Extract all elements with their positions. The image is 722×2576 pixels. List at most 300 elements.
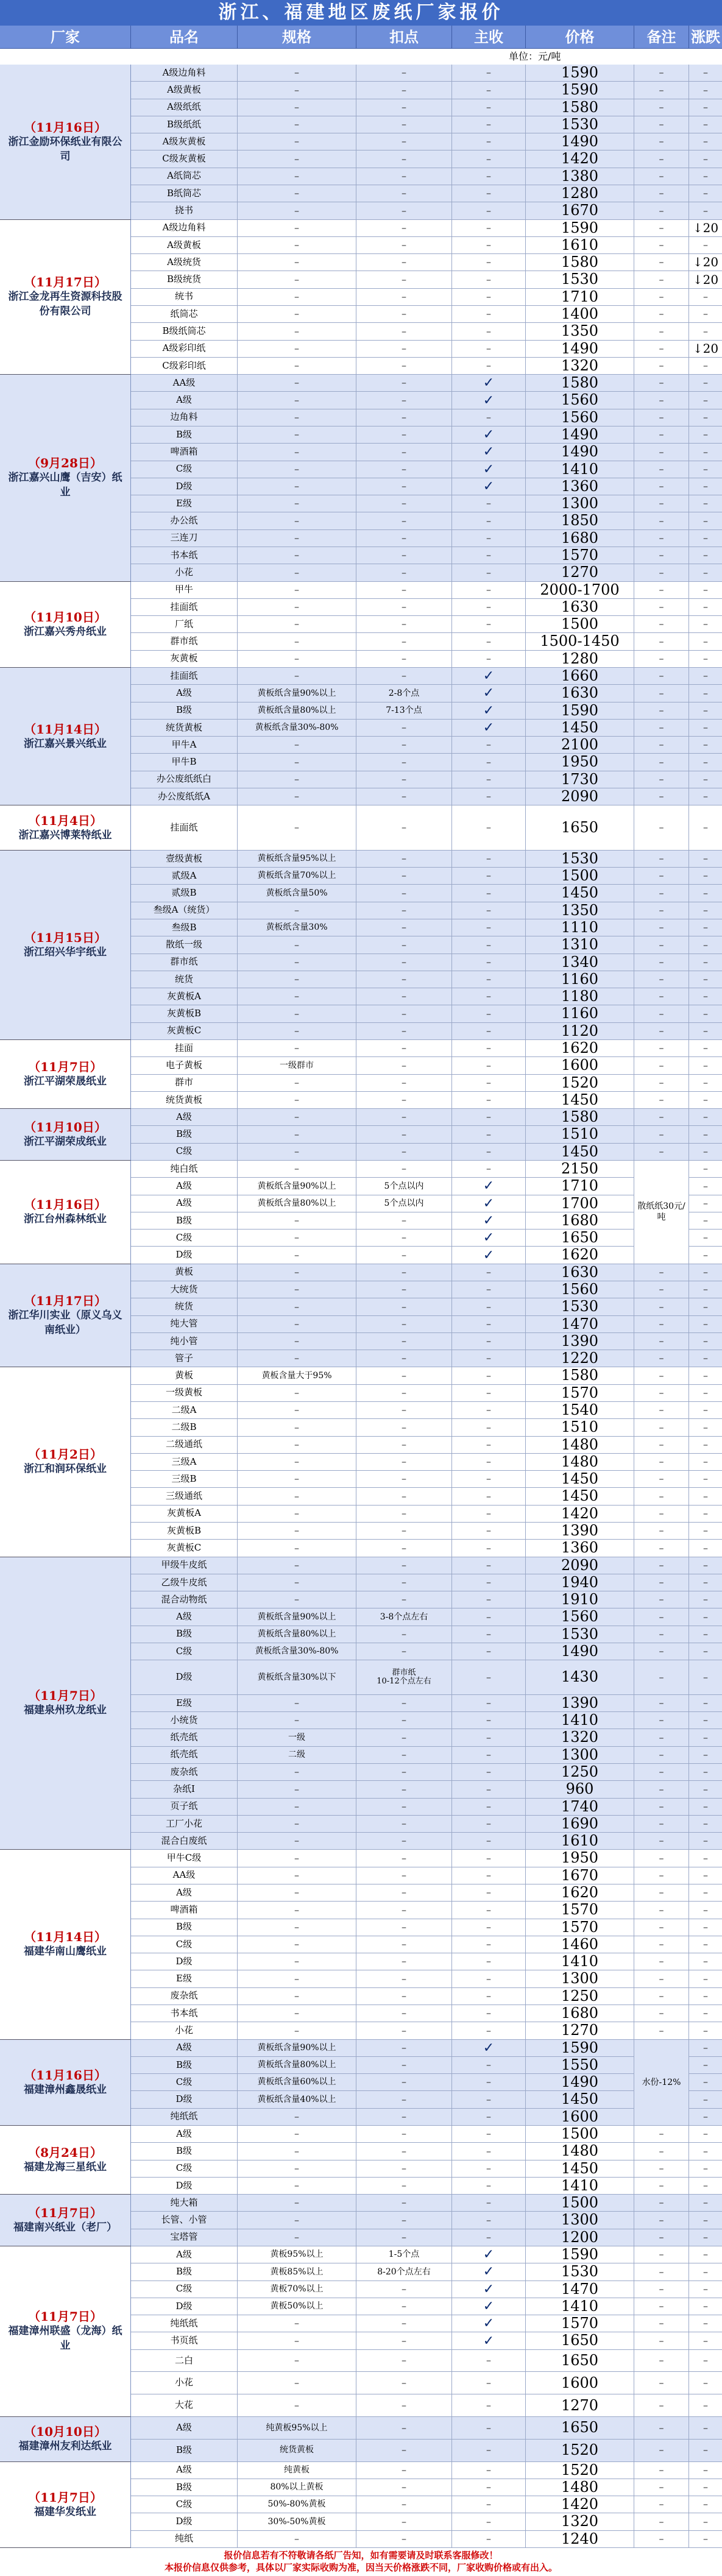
price-value: 1240 bbox=[526, 2531, 634, 2547]
check-icon: ✓ bbox=[452, 444, 526, 460]
change-value: – bbox=[703, 1024, 708, 1036]
note-value: – bbox=[634, 2229, 689, 2246]
spec-value: – bbox=[238, 1471, 356, 1487]
change-value: – bbox=[703, 2515, 708, 2527]
main-value: – bbox=[452, 1799, 526, 1815]
table-row bbox=[131, 936, 722, 954]
price-value: 1430 bbox=[526, 1660, 634, 1694]
deduct-value: – bbox=[356, 1402, 452, 1418]
main-value: – bbox=[452, 271, 526, 288]
note-value: – bbox=[634, 168, 689, 185]
deduct-value: – bbox=[356, 202, 452, 219]
change-value: – bbox=[703, 738, 708, 751]
deduct-value: – bbox=[356, 495, 452, 512]
price-value: 1740 bbox=[526, 1799, 634, 1815]
note-value: – bbox=[634, 392, 689, 408]
deduct-value: – bbox=[356, 1385, 452, 1401]
price-value: 1380 bbox=[526, 168, 634, 185]
main-value: – bbox=[452, 1764, 526, 1780]
table-row bbox=[131, 788, 722, 805]
change-value: – bbox=[703, 497, 708, 509]
product-name: C级灰黄板 bbox=[131, 150, 238, 167]
deduct-value: – bbox=[356, 478, 452, 495]
deduct-value: – bbox=[356, 1850, 452, 1866]
company-info bbox=[24, 1688, 107, 1718]
product-name: C级 bbox=[131, 1936, 238, 1953]
price-value: 1650 bbox=[526, 805, 634, 850]
table-row bbox=[131, 168, 722, 185]
note-value: – bbox=[634, 1799, 689, 1815]
main-value: – bbox=[452, 2440, 526, 2461]
deduct-value: – bbox=[356, 2332, 452, 2349]
deduct-value: – bbox=[356, 99, 452, 116]
change-value: – bbox=[703, 531, 708, 543]
check-icon: ✓ bbox=[452, 478, 526, 495]
company-date: （11月15日） bbox=[24, 930, 107, 945]
main-value: – bbox=[452, 2462, 526, 2479]
table-row bbox=[131, 885, 722, 902]
company-cell bbox=[0, 2246, 131, 2417]
change-value: – bbox=[703, 1559, 708, 1571]
deduct-value: – bbox=[356, 2462, 452, 2479]
change-value: – bbox=[703, 239, 708, 251]
price-value: 1950 bbox=[526, 754, 634, 770]
product-name: C级 bbox=[131, 461, 238, 478]
price-value: 1570 bbox=[526, 2315, 634, 2332]
main-value: – bbox=[452, 1040, 526, 1056]
change-value: – bbox=[703, 1697, 708, 1709]
table-row bbox=[131, 116, 722, 133]
deduct-value: – bbox=[356, 1247, 452, 1263]
deduct-value: – bbox=[356, 2160, 452, 2177]
company-date: （11月16日） bbox=[24, 119, 107, 135]
spec-value: 黄板纸含量30% bbox=[238, 919, 356, 936]
table-row bbox=[131, 495, 722, 512]
spec-value: – bbox=[238, 2195, 356, 2211]
table-row bbox=[131, 1126, 722, 1143]
main-value: – bbox=[452, 358, 526, 374]
main-value: – bbox=[452, 919, 526, 936]
table-row bbox=[131, 2160, 722, 2178]
deduct-value: – bbox=[356, 2229, 452, 2246]
price-value: 1530 bbox=[526, 1298, 634, 1315]
company-name: 福建华南山鹰纸业 bbox=[24, 1945, 107, 1958]
table-row bbox=[131, 99, 722, 116]
deduct-value: – bbox=[356, 582, 452, 598]
company-name: 浙江绍兴华宇纸业 bbox=[24, 946, 107, 958]
price-value: 1350 bbox=[526, 902, 634, 919]
table-row bbox=[131, 375, 722, 392]
spec-value: – bbox=[238, 1264, 356, 1281]
spec-value: – bbox=[238, 495, 356, 512]
deduct-value: – bbox=[356, 82, 452, 98]
price-value: 1490 bbox=[526, 2074, 634, 2090]
main-value: – bbox=[452, 599, 526, 615]
company-date: （11月17日） bbox=[24, 275, 107, 290]
price-value: 1570 bbox=[526, 1385, 634, 1401]
spec-value: 纯黄板 bbox=[238, 2462, 356, 2479]
change-value: – bbox=[703, 1007, 708, 1019]
main-value: – bbox=[452, 2479, 526, 2496]
product-name: 二级B bbox=[131, 1419, 238, 1435]
group-note: 散纸纸30元/吨 bbox=[634, 1161, 689, 1264]
price-value: 1450 bbox=[526, 2160, 634, 2177]
change-value: – bbox=[703, 325, 708, 337]
change-value: – bbox=[703, 1369, 708, 1381]
product-name: 壹级黄板 bbox=[131, 851, 238, 867]
note-value: – bbox=[634, 358, 689, 374]
table-row bbox=[131, 1471, 722, 1488]
price-value: 1480 bbox=[526, 2143, 634, 2159]
price-value: 1490 bbox=[526, 426, 634, 443]
change-value: – bbox=[703, 1783, 708, 1795]
spec-value: 黄板纸含量70%以上 bbox=[238, 868, 356, 884]
note-value: – bbox=[634, 1643, 689, 1660]
change-value: – bbox=[703, 2444, 708, 2456]
product-name: 工厂小花 bbox=[131, 1816, 238, 1832]
deduct-value: – bbox=[356, 1781, 452, 1797]
note-value: – bbox=[634, 954, 689, 971]
change-value: – bbox=[703, 187, 708, 199]
price-value: 1500-1450 bbox=[526, 633, 634, 649]
product-name: 二级A bbox=[131, 1402, 238, 1418]
note-value: – bbox=[634, 1126, 689, 1142]
table-row bbox=[131, 2531, 722, 2548]
price-value: 1850 bbox=[526, 512, 634, 529]
change-value: – bbox=[703, 869, 708, 882]
company-date: （11月16日） bbox=[24, 1197, 107, 1212]
main-value: – bbox=[452, 851, 526, 867]
table-row bbox=[131, 2109, 722, 2126]
note-value: – bbox=[634, 2462, 689, 2479]
spec-value: – bbox=[238, 2005, 356, 2022]
note-value: – bbox=[634, 271, 689, 288]
table-row bbox=[131, 771, 722, 788]
table-row bbox=[131, 2496, 722, 2513]
spec-value: – bbox=[238, 1523, 356, 1539]
note-value: – bbox=[634, 2195, 689, 2211]
company-date: （11月14日） bbox=[24, 721, 107, 737]
product-name: A级 bbox=[131, 1178, 238, 1194]
spec-value: 黄板纸含量50% bbox=[238, 885, 356, 901]
spec-value: – bbox=[238, 1005, 356, 1022]
note-value: – bbox=[634, 1816, 689, 1832]
table-row bbox=[131, 2263, 722, 2281]
change-value: – bbox=[703, 1593, 708, 1605]
spec-value: – bbox=[238, 988, 356, 1005]
deduct-value: – bbox=[356, 2350, 452, 2372]
deduct-value: – bbox=[356, 306, 452, 322]
spec-value: – bbox=[238, 902, 356, 919]
spec-value: – bbox=[238, 1230, 356, 1246]
price-value: 1420 bbox=[526, 2496, 634, 2513]
change-value: – bbox=[703, 2076, 708, 2088]
company-name: 浙江金励环保纸业有限公司 bbox=[8, 135, 122, 163]
company-cell bbox=[0, 1850, 131, 2039]
deduct-value: – bbox=[356, 1437, 452, 1453]
main-value: – bbox=[452, 1574, 526, 1591]
price-value: 1250 bbox=[526, 1988, 634, 2005]
deduct-value: – bbox=[356, 720, 452, 736]
change-value: – bbox=[703, 2399, 708, 2411]
spec-value: – bbox=[238, 668, 356, 684]
spec-value: – bbox=[238, 1902, 356, 1918]
price-value: 1520 bbox=[526, 2462, 634, 2479]
header-note: 备注 bbox=[634, 26, 689, 49]
table-row bbox=[131, 1023, 722, 1040]
check-icon: ✓ bbox=[452, 426, 526, 443]
deduct-value: – bbox=[356, 375, 452, 391]
table-row bbox=[131, 1402, 722, 1419]
product-name: A级 bbox=[131, 2246, 238, 2263]
spec-value: 纯黄板95%以上 bbox=[238, 2417, 356, 2439]
deduct-value: – bbox=[356, 1919, 452, 1936]
company-name: 浙江华川实业（原义乌义南纸业） bbox=[8, 1309, 122, 1337]
note-value: – bbox=[634, 1144, 689, 1160]
product-name: A纸筒芯 bbox=[131, 168, 238, 185]
spec-value: 黄板纸含量30%以下 bbox=[238, 1660, 356, 1694]
table-row bbox=[131, 1608, 722, 1626]
spec-value: 黄板纸含量80%以上 bbox=[238, 2057, 356, 2073]
price-value: 1530 bbox=[526, 2263, 634, 2280]
table-row bbox=[131, 1867, 722, 1884]
change-value: – bbox=[703, 1456, 708, 1468]
main-value: – bbox=[452, 168, 526, 185]
main-value: – bbox=[452, 1454, 526, 1470]
deduct-value: – bbox=[356, 868, 452, 884]
price-value: 1480 bbox=[526, 1454, 634, 1470]
change-value: – bbox=[703, 2300, 708, 2312]
change-value: – bbox=[703, 670, 708, 682]
deduct-value: – bbox=[356, 185, 452, 202]
product-name: B级 bbox=[131, 1212, 238, 1229]
spec-value: – bbox=[238, 1953, 356, 1970]
table-row bbox=[131, 82, 722, 99]
table-row bbox=[131, 1523, 722, 1540]
spec-value: – bbox=[238, 1402, 356, 1418]
product-name: 二级通纸 bbox=[131, 1437, 238, 1453]
price-value: 1940 bbox=[526, 1574, 634, 1591]
deduct-value: – bbox=[356, 444, 452, 460]
product-name: A级 bbox=[131, 1608, 238, 1625]
main-value: – bbox=[452, 2229, 526, 2246]
price-value: 1630 bbox=[526, 599, 634, 615]
company-cell bbox=[0, 851, 131, 1040]
main-value: – bbox=[452, 2372, 526, 2394]
price-value: 1320 bbox=[526, 358, 634, 374]
main-value: – bbox=[452, 1988, 526, 2005]
deduct-value: – bbox=[356, 237, 452, 253]
company-cell bbox=[0, 2126, 131, 2195]
product-name: B级 bbox=[131, 1626, 238, 1643]
product-name: 甲牛B bbox=[131, 754, 238, 770]
note-value: – bbox=[634, 495, 689, 512]
note-value: – bbox=[634, 1005, 689, 1022]
company-info bbox=[24, 2068, 107, 2097]
spec-value: 黄板含量大于95% bbox=[238, 1367, 356, 1384]
spec-value: – bbox=[238, 582, 356, 598]
change-value: – bbox=[703, 755, 708, 768]
table-row bbox=[131, 720, 722, 737]
note-value: – bbox=[634, 1781, 689, 1797]
main-value: – bbox=[452, 202, 526, 219]
spec-value: – bbox=[238, 1075, 356, 1091]
table-row bbox=[131, 461, 722, 478]
product-name: AA级 bbox=[131, 1867, 238, 1884]
deduct-value: – bbox=[356, 1109, 452, 1125]
table-row bbox=[131, 1040, 722, 1057]
deduct-value: – bbox=[356, 512, 452, 529]
main-value: – bbox=[452, 1850, 526, 1866]
change-value: – bbox=[703, 2317, 708, 2329]
change-value: – bbox=[703, 1955, 708, 1967]
spec-value: – bbox=[238, 1212, 356, 1229]
product-name: 乙级牛皮纸 bbox=[131, 1574, 238, 1591]
deduct-value: – bbox=[356, 1144, 452, 1160]
company-name: 浙江平湖荣晟纸业 bbox=[24, 1075, 107, 1088]
deduct-value: – bbox=[356, 1988, 452, 2005]
note-value: – bbox=[634, 2372, 689, 2394]
table-row bbox=[131, 1764, 722, 1781]
table-row bbox=[131, 271, 722, 288]
deduct-value: – bbox=[356, 133, 452, 150]
main-value: – bbox=[452, 936, 526, 953]
note-value: – bbox=[634, 1764, 689, 1780]
product-name: 甲牛C级 bbox=[131, 1850, 238, 1866]
product-name: A级 bbox=[131, 2462, 238, 2479]
deduct-value: – bbox=[356, 668, 452, 684]
change-value: – bbox=[703, 1869, 708, 1881]
main-value: – bbox=[452, 1884, 526, 1901]
change-value: – bbox=[703, 687, 708, 699]
company-cell bbox=[0, 582, 131, 668]
main-value: – bbox=[452, 1540, 526, 1556]
note-value: – bbox=[634, 1402, 689, 1418]
price-value: 1570 bbox=[526, 1919, 634, 1936]
change-value: – bbox=[703, 1766, 708, 1778]
price-value: 1300 bbox=[526, 1970, 634, 1987]
change-value: – bbox=[703, 2128, 708, 2140]
company-name: 福建泉州玖龙纸业 bbox=[24, 1704, 107, 1717]
price-value: 1580 bbox=[526, 99, 634, 116]
table-row bbox=[131, 426, 722, 444]
price-value: 1500 bbox=[526, 868, 634, 884]
price-value: 1590 bbox=[526, 65, 634, 81]
product-name: 啤酒箱 bbox=[131, 1902, 238, 1918]
deduct-value: – bbox=[356, 1281, 452, 1298]
company-date: （8月24日） bbox=[28, 2145, 102, 2160]
product-name: AA级 bbox=[131, 375, 238, 391]
price-value: 1500 bbox=[526, 2195, 634, 2211]
main-value: – bbox=[452, 1729, 526, 1746]
price-value: 1460 bbox=[526, 1936, 634, 1953]
note-value: – bbox=[634, 289, 689, 305]
table-row bbox=[131, 2462, 722, 2479]
deduct-value: – bbox=[356, 168, 452, 185]
spec-value: – bbox=[238, 1799, 356, 1815]
table-row bbox=[131, 478, 722, 495]
deduct-value: – bbox=[356, 254, 452, 271]
product-name: 灰黄板B bbox=[131, 1005, 238, 1022]
deduct-value: – bbox=[356, 2298, 452, 2315]
note-value: – bbox=[634, 2332, 689, 2349]
company-date: （11月10日） bbox=[24, 1120, 107, 1135]
deduct-value: – bbox=[356, 2005, 452, 2022]
table-row bbox=[131, 2417, 722, 2440]
spec-value: – bbox=[238, 168, 356, 185]
spec-value: – bbox=[238, 375, 356, 391]
price-value: 1530 bbox=[526, 271, 634, 288]
change-value: ↓20 bbox=[692, 272, 719, 287]
main-value: – bbox=[452, 1144, 526, 1160]
change-value: – bbox=[703, 1714, 708, 1726]
change-value: – bbox=[703, 514, 708, 526]
deduct-value: – bbox=[356, 1506, 452, 1522]
change-value: – bbox=[703, 1180, 708, 1192]
table-row bbox=[131, 2513, 722, 2530]
note-value: – bbox=[634, 599, 689, 615]
deduct-value: – bbox=[356, 2040, 452, 2056]
table-row bbox=[131, 1970, 722, 1987]
main-value: – bbox=[452, 1126, 526, 1142]
main-value: – bbox=[452, 1781, 526, 1797]
table-row bbox=[131, 633, 722, 650]
deduct-value: – bbox=[356, 1643, 452, 1660]
table-row bbox=[131, 1557, 722, 1574]
company-info bbox=[24, 2145, 107, 2174]
product-name: C级 bbox=[131, 1230, 238, 1246]
note-value: – bbox=[634, 478, 689, 495]
table-row bbox=[131, 1506, 722, 1523]
note-value: – bbox=[634, 65, 689, 81]
spec-value: 黄板纸含量30%-80% bbox=[238, 720, 356, 736]
spec-value: – bbox=[238, 971, 356, 988]
spec-value: – bbox=[238, 1574, 356, 1591]
price-value: 1620 bbox=[526, 1247, 634, 1263]
main-value: – bbox=[452, 616, 526, 632]
main-value: – bbox=[452, 1523, 526, 1539]
main-value: – bbox=[452, 2350, 526, 2372]
note-value: – bbox=[634, 530, 689, 547]
spec-value: – bbox=[238, 461, 356, 478]
main-value: – bbox=[452, 651, 526, 667]
company-info bbox=[24, 1197, 107, 1226]
note-value: – bbox=[634, 1608, 689, 1625]
table-row bbox=[131, 2246, 722, 2263]
table-row bbox=[131, 512, 722, 529]
company-cell bbox=[0, 1040, 131, 1109]
product-name: 纸壳纸 bbox=[131, 1747, 238, 1763]
note-value: – bbox=[634, 1488, 689, 1504]
change-value: – bbox=[703, 2354, 708, 2366]
table-row bbox=[131, 1212, 722, 1230]
check-icon: ✓ bbox=[452, 1230, 526, 1246]
main-value: – bbox=[452, 1970, 526, 1987]
deduct-value: – bbox=[356, 2195, 452, 2211]
product-name: D级 bbox=[131, 1953, 238, 1970]
price-value: 1120 bbox=[526, 1023, 634, 1039]
deduct-value: – bbox=[356, 1454, 452, 1470]
table-row bbox=[131, 1057, 722, 1074]
note-value: – bbox=[634, 2160, 689, 2177]
spec-value: – bbox=[238, 65, 356, 81]
note-value: – bbox=[634, 82, 689, 98]
note-value: – bbox=[634, 375, 689, 391]
note-value: – bbox=[634, 1109, 689, 1125]
note-value: – bbox=[634, 1591, 689, 1608]
table-row bbox=[131, 2372, 722, 2394]
note-value: – bbox=[634, 2246, 689, 2263]
